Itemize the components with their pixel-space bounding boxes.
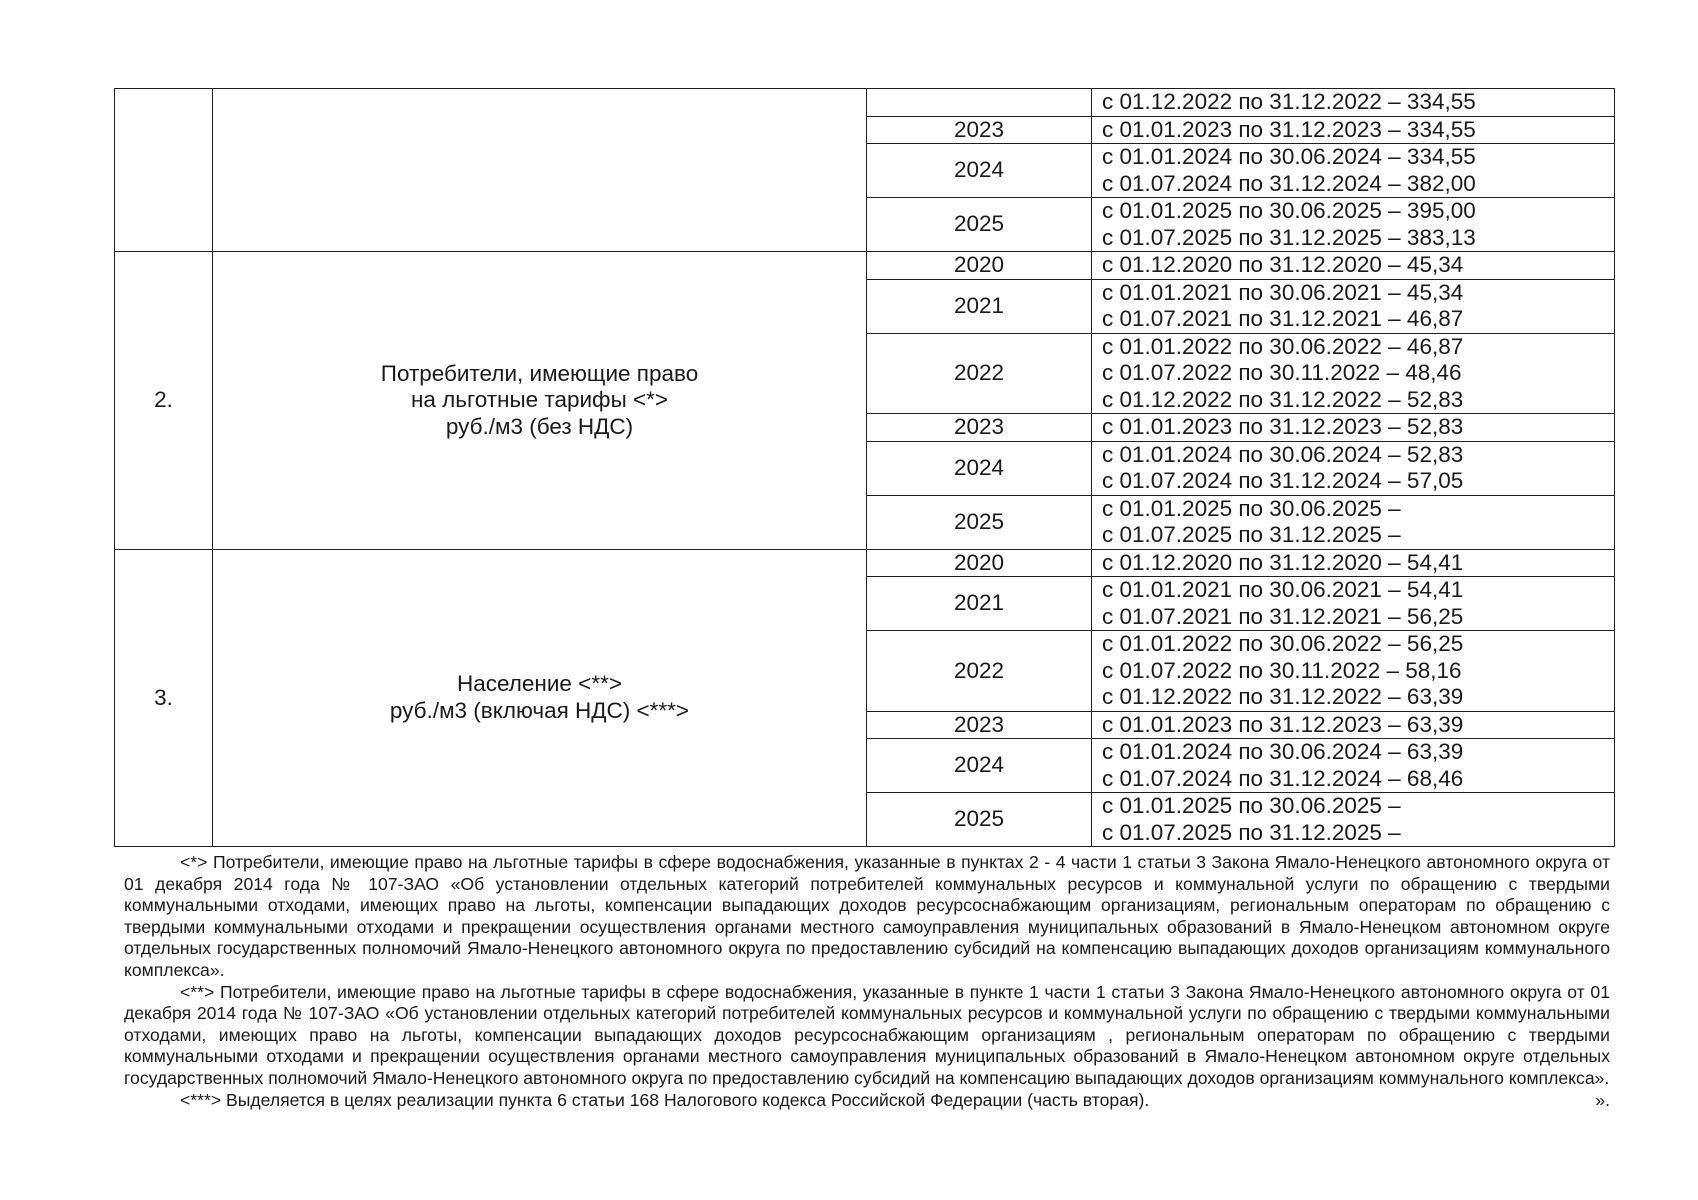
tariff-period-cell	[1092, 577, 1615, 631]
consumer-category-cell	[213, 252, 867, 550]
row-number-cell	[115, 89, 213, 252]
tariff-period-line: с 01.01.2025 по 30.06.2025 –	[1102, 495, 1401, 521]
tariff-period-line: с 01.01.2025 по 30.06.2025 – 395,00	[1102, 198, 1476, 223]
row-number-cell: 2.	[115, 252, 213, 550]
footnotes	[124, 852, 1610, 1111]
tariff-period-line: с 01.12.2020 по 31.12.2020 – 54,41	[1102, 549, 1464, 575]
tariff-period-line: с 01.01.2022 по 30.06.2022 – 56,25	[1102, 631, 1464, 656]
tariff-period-line: с 01.01.2023 по 31.12.2023 – 334,55	[1102, 116, 1476, 142]
consumer-category-cell	[213, 89, 867, 252]
tariff-period-line: с 01.12.2022 по 31.12.2022 – 63,39	[1102, 684, 1464, 709]
tariff-period-line: с 01.01.2023 по 31.12.2023 – 63,39	[1102, 711, 1464, 737]
tariff-table-body	[115, 89, 1615, 847]
year-cell: 2023	[867, 414, 1092, 442]
tariff-period-cell	[1092, 333, 1615, 414]
tariff-period-line: с 01.07.2022 по 30.11.2022 – 58,16	[1102, 657, 1462, 683]
tariff-period-line: с 01.01.2022 по 30.06.2022 – 46,87	[1102, 333, 1464, 359]
tariff-period-line: с 01.07.2022 по 30.11.2022 – 48,46	[1102, 360, 1462, 385]
year-cell: 2024	[867, 441, 1092, 495]
year-cell: 2025	[867, 198, 1092, 252]
tariff-period-line: с 01.07.2025 по 31.12.2025 – 383,13	[1102, 224, 1476, 250]
tariff-period-cell	[1092, 89, 1615, 117]
table-row	[115, 89, 1615, 117]
year-cell: 2022	[867, 631, 1092, 712]
year-cell: 2024	[867, 739, 1092, 793]
year-cell: 2021	[867, 279, 1092, 333]
tariff-period-cell	[1092, 414, 1615, 442]
tariff-period-cell	[1092, 441, 1615, 495]
table-row	[115, 252, 1615, 280]
consumer-category-line: руб./м3 (включая НДС) <***>	[389, 697, 690, 723]
tariff-period-cell	[1092, 279, 1615, 333]
tariff-table	[114, 88, 1615, 847]
consumer-category-line: Потребители, имеющие право	[380, 360, 699, 386]
footnote-1: <*> Потребители, имеющие право на льготные тарифы в сфере водоснабжения, указанные в пунктах 2 - 4 части 1 статьи 3 Закона Ямало-Ненецкого автономного округа от 01 декабря 2014 года № 107-ЗАО «Об установлении отдельных категорий потребителей коммунальных ресурсов и коммунальной услуги по обращению с твердыми коммунальными отходами, имеющих право на льготы, компенсации выпадающих доходов ресурсоснабжающим организациям, региональным операторам по обращению с твердыми коммунальными отходами и прекращении осуществления органами местного самоуправления муниципальных образований в Ямало-Ненецком автономном округе отдельных государственных полномочий Ямало-Ненецкого автономного округа по предоставлению субсидий на компенсацию выпадающих доходов организациям коммунального комплекса».	[124, 852, 1610, 980]
tariff-period-cell	[1092, 116, 1615, 144]
year-cell: 2021	[867, 577, 1092, 631]
footnote-3	[124, 1090, 1610, 1112]
row-number-cell: 3.	[115, 549, 213, 847]
tariff-period-line: с 01.01.2021 по 30.06.2021 – 54,41	[1102, 577, 1464, 602]
tariff-period-line: с 01.07.2021 по 31.12.2021 – 56,25	[1102, 603, 1464, 629]
tariff-period-cell	[1092, 144, 1615, 198]
tariff-period-line: с 01.07.2021 по 31.12.2021 – 46,87	[1102, 306, 1464, 331]
year-cell: 2024	[867, 144, 1092, 198]
closing-quote-mark: ».	[1595, 1089, 1610, 1110]
consumer-category-line: Население <**>	[457, 671, 622, 697]
year-cell: 2025	[867, 495, 1092, 549]
tariff-period-cell	[1092, 711, 1615, 739]
tariff-period-cell	[1092, 198, 1615, 252]
tariff-period-line: с 01.07.2025 по 31.12.2025 –	[1102, 819, 1401, 845]
tariff-period-line: с 01.01.2021 по 30.06.2021 – 45,34	[1102, 279, 1464, 305]
tariff-period-line: с 01.01.2024 по 30.06.2024 – 334,55	[1102, 144, 1476, 169]
table-row	[115, 549, 1615, 577]
year-cell: 2025	[867, 793, 1092, 847]
footnote-2: <**> Потребители, имеющие право на льготные тарифы в сфере водоснабжения, указанные в пункте 1 части 1 статьи 3 Закона Ямало-Ненецкого автономного округа от 01 декабря 2014 года № 107-ЗАО «Об установлении отдельных категорий потребителей коммунальных ресурсов и коммунальной услуги по обращению с твердыми коммунальными отходами, имеющих право на льготы, компенсации выпадающих доходов ресурсоснабжающим организациям , региональным операторам по обращению с твердыми коммунальными отходами и прекращении осуществления органами местного самоуправления муниципальных образований в Ямало-Ненецком автономном округе отдельных государственных полномочий Ямало-Ненецкого автономного округа по предоставлению субсидий на компенсацию выпадающих доходов организациям коммунального комплекса».	[124, 981, 1610, 1088]
year-cell: 2023	[867, 711, 1092, 739]
tariff-period-cell	[1092, 252, 1615, 280]
tariff-period-line: с 01.07.2024 по 31.12.2024 – 57,05	[1102, 468, 1464, 493]
year-cell: 2020	[867, 549, 1092, 577]
consumer-category-cell	[213, 549, 867, 847]
tariff-period-cell	[1092, 631, 1615, 712]
tariff-period-line: с 01.07.2024 по 31.12.2024 – 382,00	[1102, 170, 1476, 196]
tariff-period-line: с 01.01.2025 по 30.06.2025 –	[1102, 793, 1401, 818]
tariff-period-line: с 01.01.2024 по 30.06.2024 – 63,39	[1102, 739, 1464, 764]
year-cell: 2023	[867, 116, 1092, 144]
tariff-period-line: с 01.07.2024 по 31.12.2024 – 68,46	[1102, 765, 1464, 791]
year-cell	[867, 89, 1092, 117]
year-cell: 2022	[867, 333, 1092, 414]
tariff-period-line: с 01.01.2023 по 31.12.2023 – 52,83	[1102, 414, 1464, 439]
tariff-period-line: с 01.12.2020 по 31.12.2020 – 45,34	[1102, 252, 1464, 277]
tariff-period-cell	[1092, 495, 1615, 549]
year-cell: 2020	[867, 252, 1092, 280]
consumer-category-line: руб./м3 (без НДС)	[445, 413, 634, 439]
tariff-period-line: с 01.01.2024 по 30.06.2024 – 52,83	[1102, 441, 1464, 467]
tariff-period-cell	[1092, 793, 1615, 847]
tariff-period-line: с 01.12.2022 по 31.12.2022 – 52,83	[1102, 386, 1464, 412]
consumer-category-line: на льготные тарифы <*>	[410, 387, 669, 412]
footnote-3-text: <***> Выделяется в целях реализации пункта 6 статьи 168 Налогового кодекса Российской Федерации (часть вторая).	[180, 1089, 1150, 1110]
tariff-period-line: с 01.12.2022 по 31.12.2022 – 334,55	[1102, 89, 1476, 114]
tariff-period-line: с 01.07.2025 по 31.12.2025 –	[1102, 522, 1401, 547]
tariff-period-cell	[1092, 739, 1615, 793]
tariff-period-cell	[1092, 549, 1615, 577]
